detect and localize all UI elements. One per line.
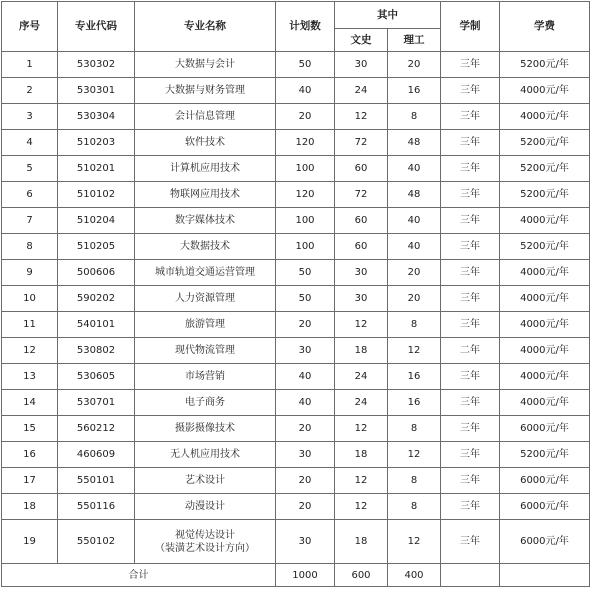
cell-arts: 24 xyxy=(335,364,388,390)
cell-tuition: 4000元/年 xyxy=(500,78,590,104)
cell-code: 510102 xyxy=(58,182,135,208)
cell-tuition: 4000元/年 xyxy=(500,104,590,130)
cell-seq: 18 xyxy=(2,494,58,520)
cell-seq: 10 xyxy=(2,286,58,312)
cell-code: 560212 xyxy=(58,416,135,442)
cell-plan: 120 xyxy=(276,130,335,156)
cell-name: 计算机应用技术 xyxy=(135,156,276,182)
cell-seq: 3 xyxy=(2,104,58,130)
cell-duration: 三年 xyxy=(441,104,500,130)
header-tuition: 学费 xyxy=(500,2,590,52)
cell-science: 16 xyxy=(388,364,441,390)
cell-tuition: 4000元/年 xyxy=(500,260,590,286)
cell-seq: 6 xyxy=(2,182,58,208)
cell-name: 城市轨道交通运营管理 xyxy=(135,260,276,286)
cell-code: 550102 xyxy=(58,520,135,564)
cell-name-line1: 视觉传达设计 xyxy=(175,529,235,541)
header-duration: 学制 xyxy=(441,2,500,52)
cell-arts: 12 xyxy=(335,416,388,442)
cell-plan: 40 xyxy=(276,78,335,104)
cell-duration: 三年 xyxy=(441,156,500,182)
cell-name xyxy=(135,520,276,564)
cell-plan: 30 xyxy=(276,442,335,468)
cell-arts: 60 xyxy=(335,234,388,260)
cell-science: 40 xyxy=(388,208,441,234)
cell-code: 460609 xyxy=(58,442,135,468)
cell-seq: 9 xyxy=(2,260,58,286)
cell-name: 大数据与会计 xyxy=(135,52,276,78)
cell-duration: 三年 xyxy=(441,78,500,104)
cell-duration: 三年 xyxy=(441,286,500,312)
cell-code: 530701 xyxy=(58,390,135,416)
total-tuition-empty xyxy=(500,564,590,587)
cell-tuition: 4000元/年 xyxy=(500,390,590,416)
cell-code: 530802 xyxy=(58,338,135,364)
cell-code: 530605 xyxy=(58,364,135,390)
cell-duration: 三年 xyxy=(441,52,500,78)
cell-arts: 24 xyxy=(335,390,388,416)
cell-tuition: 4000元/年 xyxy=(500,338,590,364)
table-row xyxy=(2,78,590,104)
cell-duration: 二年 xyxy=(441,338,500,364)
table-row xyxy=(2,234,590,260)
cell-name: 旅游管理 xyxy=(135,312,276,338)
cell-duration: 三年 xyxy=(441,234,500,260)
cell-science: 8 xyxy=(388,494,441,520)
cell-name-line2: （装潢艺术设计方向） xyxy=(155,542,255,554)
table-row xyxy=(2,364,590,390)
cell-arts: 30 xyxy=(335,286,388,312)
cell-code: 510201 xyxy=(58,156,135,182)
cell-code: 540101 xyxy=(58,312,135,338)
cell-tuition: 6000元/年 xyxy=(500,416,590,442)
cell-science: 20 xyxy=(388,286,441,312)
cell-name: 物联网应用技术 xyxy=(135,182,276,208)
table-row xyxy=(2,416,590,442)
cell-seq: 12 xyxy=(2,338,58,364)
header-arts: 文史 xyxy=(335,29,388,52)
cell-science: 20 xyxy=(388,52,441,78)
cell-name: 大数据技术 xyxy=(135,234,276,260)
cell-code: 510205 xyxy=(58,234,135,260)
cell-arts: 72 xyxy=(335,130,388,156)
table-body xyxy=(2,52,590,564)
cell-plan: 100 xyxy=(276,234,335,260)
cell-science: 8 xyxy=(388,416,441,442)
cell-seq: 2 xyxy=(2,78,58,104)
table-row xyxy=(2,52,590,78)
cell-seq: 1 xyxy=(2,52,58,78)
cell-arts: 24 xyxy=(335,78,388,104)
table-row xyxy=(2,104,590,130)
cell-science: 12 xyxy=(388,442,441,468)
cell-name: 艺术设计 xyxy=(135,468,276,494)
cell-plan: 20 xyxy=(276,104,335,130)
header-plan: 计划数 xyxy=(276,2,335,52)
cell-seq: 8 xyxy=(2,234,58,260)
cell-seq: 5 xyxy=(2,156,58,182)
cell-name: 现代物流管理 xyxy=(135,338,276,364)
table-row xyxy=(2,520,590,564)
cell-name: 数字媒体技术 xyxy=(135,208,276,234)
cell-name: 无人机应用技术 xyxy=(135,442,276,468)
total-duration-empty xyxy=(441,564,500,587)
cell-tuition: 6000元/年 xyxy=(500,468,590,494)
cell-plan: 20 xyxy=(276,312,335,338)
table-row xyxy=(2,182,590,208)
cell-name: 电子商务 xyxy=(135,390,276,416)
cell-science: 16 xyxy=(388,78,441,104)
cell-science: 8 xyxy=(388,468,441,494)
cell-science: 48 xyxy=(388,182,441,208)
cell-arts: 60 xyxy=(335,208,388,234)
cell-seq: 19 xyxy=(2,520,58,564)
cell-duration: 三年 xyxy=(441,182,500,208)
cell-plan: 20 xyxy=(276,416,335,442)
total-science: 400 xyxy=(388,564,441,587)
cell-science: 16 xyxy=(388,390,441,416)
cell-arts: 12 xyxy=(335,468,388,494)
table-row xyxy=(2,338,590,364)
cell-name: 人力资源管理 xyxy=(135,286,276,312)
cell-tuition: 6000元/年 xyxy=(500,520,590,564)
cell-duration: 三年 xyxy=(441,208,500,234)
cell-arts: 12 xyxy=(335,312,388,338)
header-name: 专业名称 xyxy=(135,2,276,52)
cell-plan: 50 xyxy=(276,286,335,312)
cell-tuition: 5200元/年 xyxy=(500,234,590,260)
table-row xyxy=(2,390,590,416)
cell-duration: 三年 xyxy=(441,494,500,520)
cell-code: 510203 xyxy=(58,130,135,156)
header-code: 专业代码 xyxy=(58,2,135,52)
cell-seq: 7 xyxy=(2,208,58,234)
cell-code: 550101 xyxy=(58,468,135,494)
cell-plan: 100 xyxy=(276,208,335,234)
cell-tuition: 4000元/年 xyxy=(500,286,590,312)
cell-science: 12 xyxy=(388,338,441,364)
table-row xyxy=(2,494,590,520)
table-row xyxy=(2,286,590,312)
cell-plan: 40 xyxy=(276,364,335,390)
cell-science: 12 xyxy=(388,520,441,564)
cell-plan: 50 xyxy=(276,52,335,78)
cell-code: 510204 xyxy=(58,208,135,234)
cell-name: 市场营销 xyxy=(135,364,276,390)
header-row xyxy=(2,2,590,29)
cell-arts: 30 xyxy=(335,52,388,78)
cell-plan: 30 xyxy=(276,338,335,364)
cell-plan: 100 xyxy=(276,156,335,182)
cell-tuition: 5200元/年 xyxy=(500,130,590,156)
cell-duration: 三年 xyxy=(441,468,500,494)
cell-duration: 三年 xyxy=(441,442,500,468)
cell-arts: 18 xyxy=(335,520,388,564)
cell-duration: 三年 xyxy=(441,520,500,564)
header-seq: 序号 xyxy=(2,2,58,52)
cell-tuition: 5200元/年 xyxy=(500,156,590,182)
cell-seq: 17 xyxy=(2,468,58,494)
cell-tuition: 4000元/年 xyxy=(500,364,590,390)
cell-tuition: 5200元/年 xyxy=(500,182,590,208)
cell-seq: 13 xyxy=(2,364,58,390)
cell-science: 40 xyxy=(388,234,441,260)
cell-science: 20 xyxy=(388,260,441,286)
total-plan: 1000 xyxy=(276,564,335,587)
cell-tuition: 5200元/年 xyxy=(500,442,590,468)
cell-duration: 三年 xyxy=(441,390,500,416)
cell-plan: 20 xyxy=(276,468,335,494)
cell-arts: 30 xyxy=(335,260,388,286)
table-row xyxy=(2,468,590,494)
cell-plan: 20 xyxy=(276,494,335,520)
cell-science: 48 xyxy=(388,130,441,156)
cell-arts: 60 xyxy=(335,156,388,182)
cell-tuition: 6000元/年 xyxy=(500,494,590,520)
cell-name: 摄影摄像技术 xyxy=(135,416,276,442)
cell-arts: 12 xyxy=(335,104,388,130)
cell-science: 40 xyxy=(388,156,441,182)
cell-plan: 30 xyxy=(276,520,335,564)
cell-arts: 18 xyxy=(335,338,388,364)
table-row xyxy=(2,130,590,156)
cell-name: 动漫设计 xyxy=(135,494,276,520)
cell-code: 550116 xyxy=(58,494,135,520)
cell-tuition: 5200元/年 xyxy=(500,52,590,78)
cell-tuition: 4000元/年 xyxy=(500,208,590,234)
cell-duration: 三年 xyxy=(441,364,500,390)
cell-seq: 14 xyxy=(2,390,58,416)
cell-tuition: 4000元/年 xyxy=(500,312,590,338)
cell-duration: 三年 xyxy=(441,130,500,156)
cell-code: 500606 xyxy=(58,260,135,286)
total-row xyxy=(2,564,590,587)
total-arts: 600 xyxy=(335,564,388,587)
cell-code: 590202 xyxy=(58,286,135,312)
cell-seq: 16 xyxy=(2,442,58,468)
table-row xyxy=(2,208,590,234)
header-science: 理工 xyxy=(388,29,441,52)
enrollment-plan-table xyxy=(1,1,590,587)
header-of-which: 其中 xyxy=(335,2,441,29)
cell-name: 会计信息管理 xyxy=(135,104,276,130)
cell-plan: 40 xyxy=(276,390,335,416)
cell-name: 大数据与财务管理 xyxy=(135,78,276,104)
cell-arts: 18 xyxy=(335,442,388,468)
cell-arts: 12 xyxy=(335,494,388,520)
cell-duration: 三年 xyxy=(441,416,500,442)
cell-arts: 72 xyxy=(335,182,388,208)
table-row xyxy=(2,260,590,286)
cell-code: 530304 xyxy=(58,104,135,130)
cell-plan: 50 xyxy=(276,260,335,286)
cell-seq: 15 xyxy=(2,416,58,442)
cell-duration: 三年 xyxy=(441,312,500,338)
table-row xyxy=(2,312,590,338)
cell-code: 530301 xyxy=(58,78,135,104)
table-row xyxy=(2,156,590,182)
total-label: 合计 xyxy=(2,564,276,587)
cell-code: 530302 xyxy=(58,52,135,78)
cell-duration: 三年 xyxy=(441,260,500,286)
table-row xyxy=(2,442,590,468)
cell-science: 8 xyxy=(388,104,441,130)
cell-seq: 11 xyxy=(2,312,58,338)
cell-name: 软件技术 xyxy=(135,130,276,156)
cell-seq: 4 xyxy=(2,130,58,156)
cell-science: 8 xyxy=(388,312,441,338)
cell-plan: 120 xyxy=(276,182,335,208)
